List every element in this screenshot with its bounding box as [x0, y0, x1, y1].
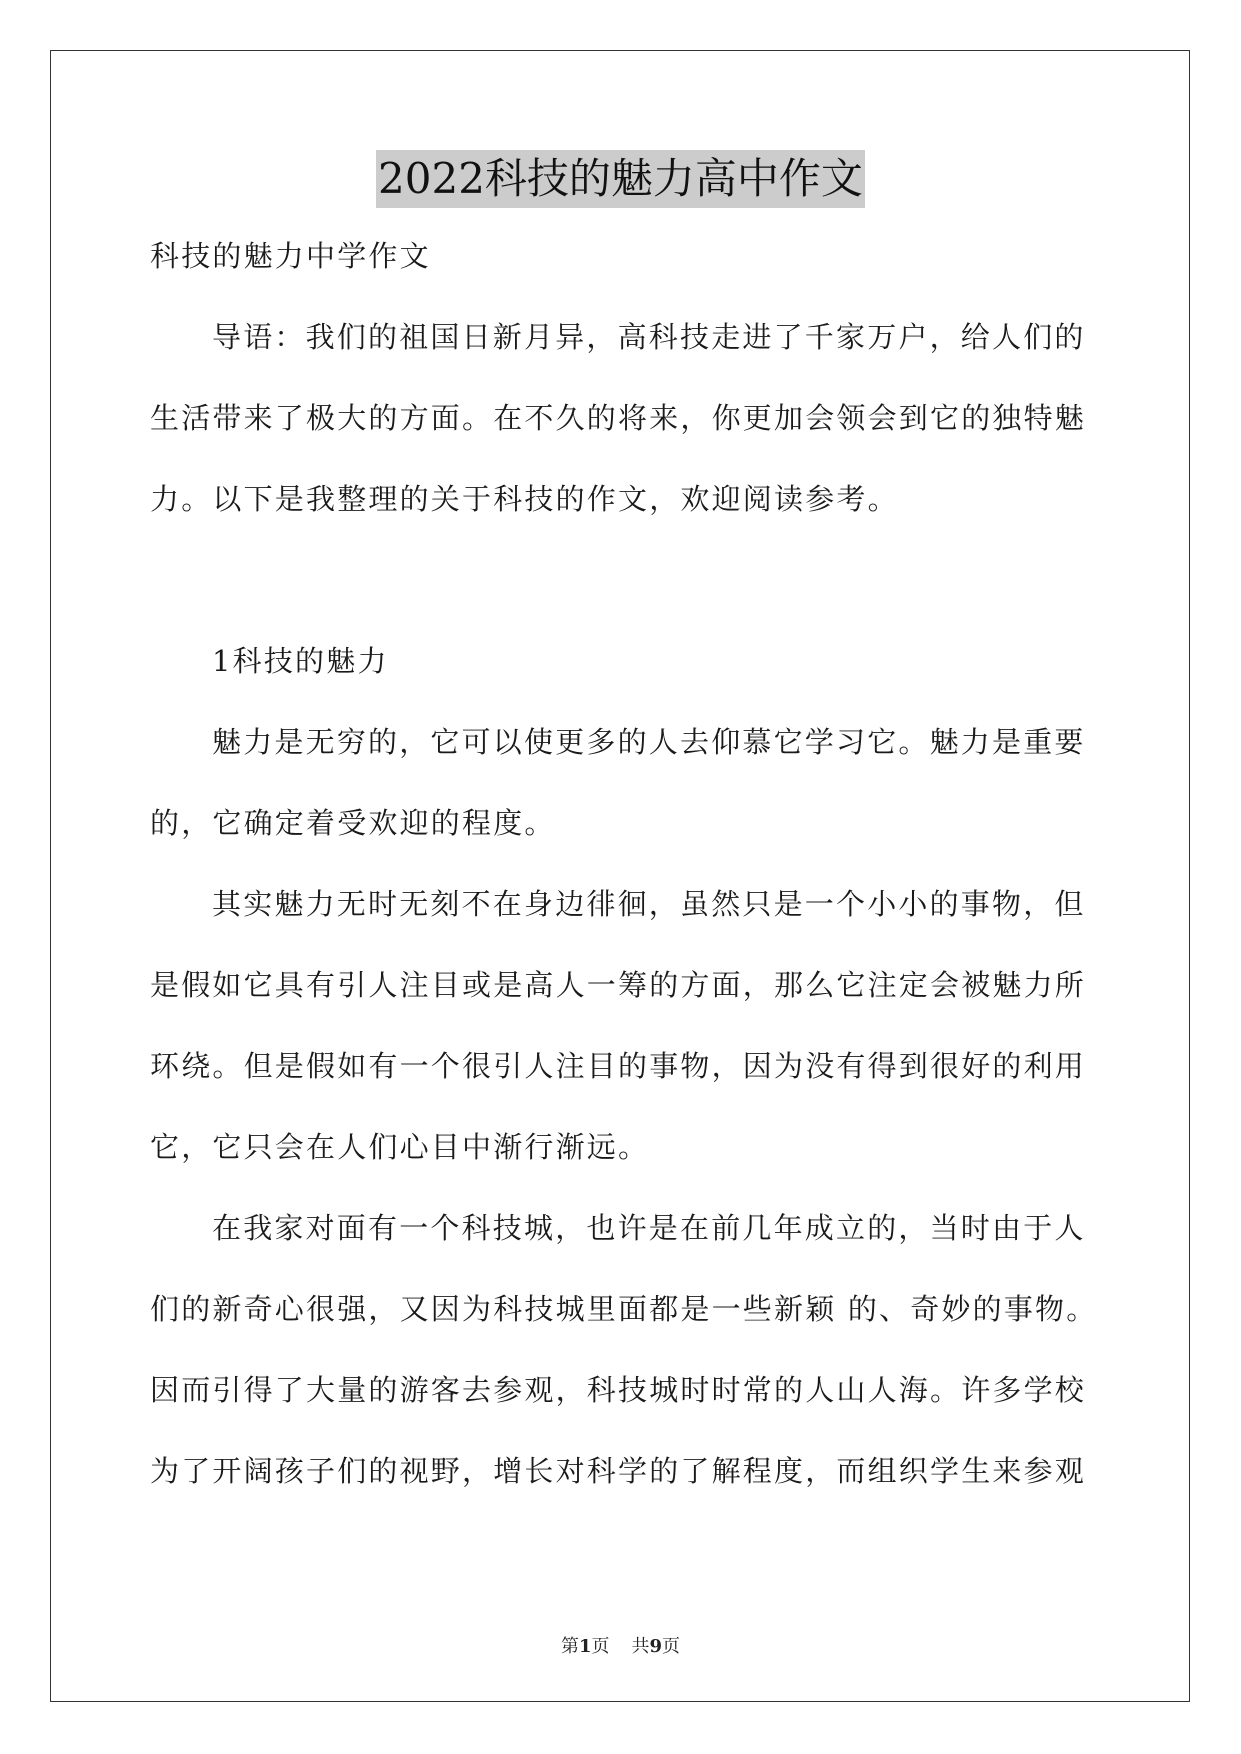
subtitle-line: 科技的魅力中学作文 [150, 239, 431, 273]
total-prefix: 共 [631, 1636, 650, 1657]
paragraph-line: 是假如它具有引人注目或是高人一筹的方面，那么它注定会被魅力所 [150, 968, 1087, 1002]
paragraph-line: 魅力是无穷的，它可以使更多的人去仰慕它学习它。魅力是重要 [212, 725, 1086, 759]
paragraph-line: 环绕。但是假如有一个很引人注目的事物，因为没有得到很好的利用 [150, 1049, 1087, 1083]
blank-line [150, 560, 1094, 641]
paragraph-line: 力。以下是我整理的关于科技的作文，欢迎阅读参考。 [150, 482, 899, 516]
title-container [0, 150, 1241, 208]
page-total: 9 [649, 1636, 663, 1657]
document-body [150, 236, 1098, 1532]
paragraph-line: 生活带来了极大的方面。在不久的将来，你更加会领会到它的独特魅 [150, 401, 1087, 435]
paragraph-line: 导语：我们的祖国日新月异，高科技走进了千家万户，给人们的 [212, 320, 1086, 354]
section-heading: 1科技的魅力 [212, 644, 389, 678]
paragraph-line: 的，它确定着受欢迎的程度。 [150, 806, 556, 840]
paragraph-line: 为了开阔孩子们的视野，增长对科学的了解程度，而组织学生来参观 [150, 1454, 1087, 1488]
page-current: 1 [578, 1636, 592, 1657]
paragraph-line: 在我家对面有一个科技城，也许是在前几年成立的，当时由于人 [212, 1211, 1086, 1245]
paragraph-line: 因而引得了大量的游客去参观，科技城时时常的人山人海。许多学校 [150, 1373, 1087, 1407]
paragraph-line: 其实魅力无时无刻不在身边徘徊，虽然只是一个小小的事物，但 [212, 887, 1086, 921]
page-prefix: 第 [560, 1636, 579, 1657]
total-suffix: 页 [662, 1636, 681, 1657]
page-suffix: 页 [591, 1636, 610, 1657]
page-footer [0, 1632, 1241, 1658]
paragraph-line: 它，它只会在人们心目中渐行渐远。 [150, 1130, 650, 1164]
document-title: 2022科技的魅力高中作文 [376, 150, 865, 208]
paragraph-line: 们的新奇心很强，又因为科技城里面都是一些新颖 的、奇妙的事物。 [150, 1292, 1098, 1326]
